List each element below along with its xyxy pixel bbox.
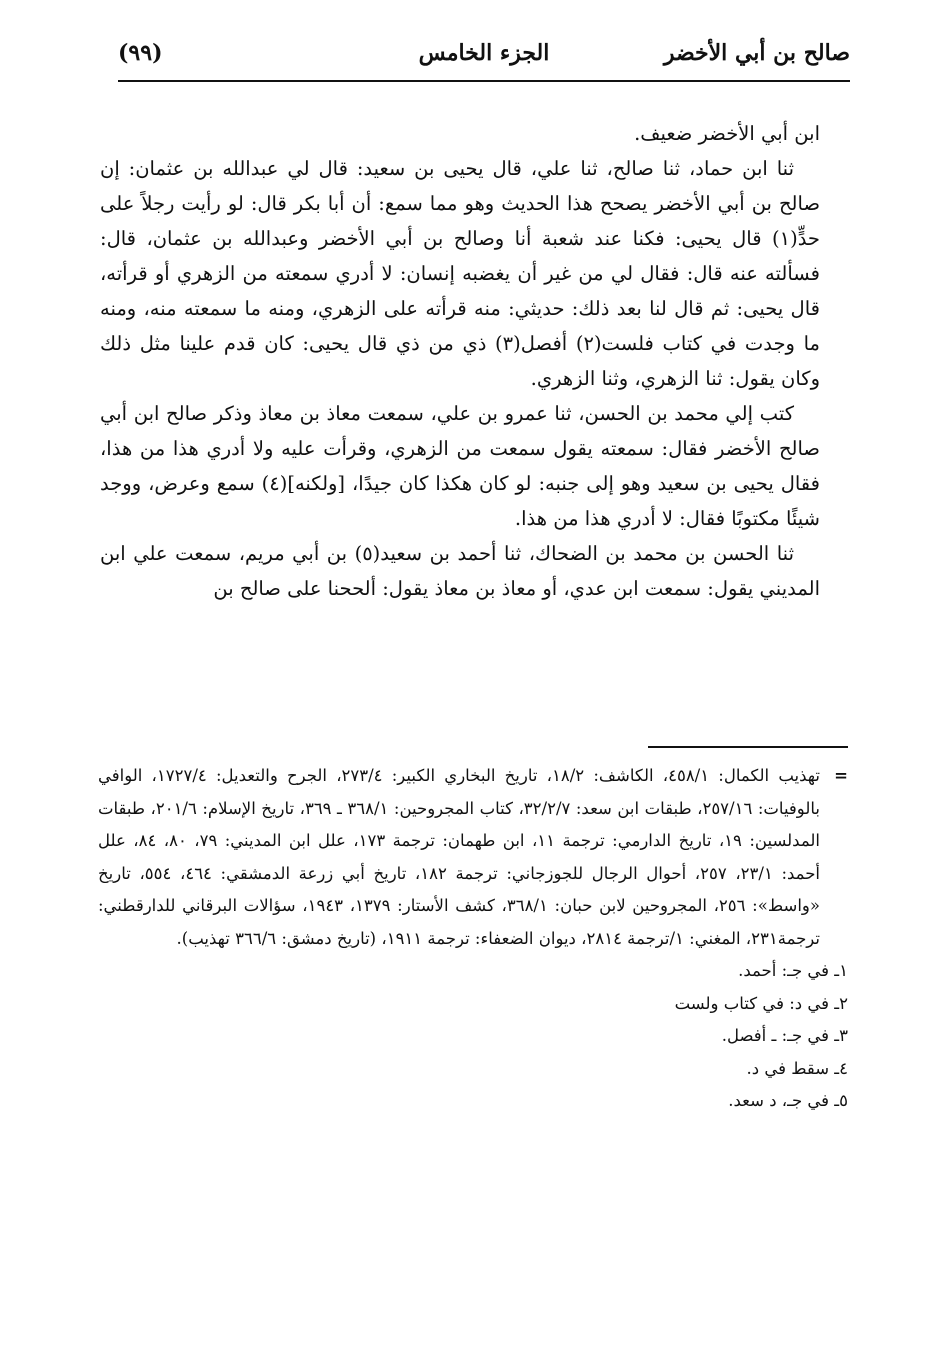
footnote-item: ٤ـ سقط في د. bbox=[746, 1058, 848, 1078]
header-title: صالح بن أبي الأخضر bbox=[663, 40, 850, 66]
page-number: (٩٩) bbox=[118, 40, 163, 66]
footnote-item: ٥ـ في جـ، د سعد. bbox=[728, 1091, 848, 1110]
paragraph-2: ثنا ابن حماد، ثنا صالح، ثنا علي، قال يحيى بن سعيد: قال لي عبدالله بن عثمان: إن صالح بن أبي الأخضر يصحح هذا الحديث وهو مما سمع: أن أبا بكر قال: لو رأيت رجلاً على حدٍّ(١) قال يحيى: فكنا عند شعبة أنا وصالح بن أبي الأخضر وعبدالله بن عثمان، قال: فسألته عنه قال: فقال لي من غير أن يغضبه إنسان: لا أدري سمعته من الزهري أو قرأته، قال يحيى: ثم قال لنا بعد ذلك: حديثي: منه قرأته على الزهري، ومنه ما سمعته منه، ومنه ما وجدت في كتاب فلست(٢) أفصل(٣) ذي من ذي قال يحيى: كان قدم علينا مثل ذلك وكان يقول: ثنا الزهري، وثنا الزهري. bbox=[100, 157, 820, 390]
footnote-item: ١ـ في جـ: أحمد. bbox=[738, 961, 848, 980]
header-part: الجزء الخامس bbox=[418, 40, 550, 66]
footnote-item: ٣ـ في جـ: ـ أفصل. bbox=[721, 1026, 848, 1045]
footnote-list bbox=[98, 955, 848, 1118]
references-text: تهذيب الكمال: ٤٥٨/١، الكاشف: ١٨/٢، تاريخ البخاري الكبير: ٢٧٣/٤، الجرح والتعديل: ١٧٢٧/٤، الوافي بالوفيات: ٢٥٧/١٦، طبقات ابن سعد: ٣٢/٢/٧، كتاب المجروحين: ٣٦٨/١ ـ ٣٦٩، تاريخ الإسلام: ٢٠١/٦، طبقات المدلسين: ١٩، تاريخ الدارمي: ترجمة ١١، ابن طهمان: ترجمة ١٧٣، علل ابن المديني: ٧٩، ٨٠، ٨٤، علل أحمد: ٢٣/١، ٢٥٧، أحوال الرجال للجوزجاني: ترجمة ١٨٢، تاريخ أبي زرعة الدمشقي: ٤٦٤، ٥٥٤، تاريخ «واسط»: ٢٥٦، المجروحين لابن حبان: ٣٦٨/١، كشف الأستار: ١٣٧٩، ١٩٤٣، سؤالات البرقاني للدارقطني: ترجمة٢٣١، المغني: ١/ترجمة ٢٨١٤، ديوان الضعفاء: ترجمة ١٩١١، (تاريخ دمشق: ٣٦٦/٦ تهذيب). bbox=[98, 766, 820, 948]
footnote-references bbox=[98, 760, 848, 955]
continuation-mark: = bbox=[834, 766, 848, 785]
paragraph-3: كتب إلي محمد بن الحسن، ثنا عمرو بن علي، سمعت معاذ بن معاذ وذكر صالح ابن أبي صالح الأخضر فقال: سمعته يقول سمعت من الزهري، وقرأت عليه ولا أدري هذا من هذا، فقال يحيى بن سعيد وهو إلى جنبه: لو كان هكذا كان جيدًا، [ولكنه](٤) سمع وعرض، ووجد شيئًا مكتوبًا فقال: لا أدري هذا من هذا. bbox=[100, 402, 820, 530]
main-text bbox=[100, 116, 820, 606]
header-divider bbox=[118, 80, 850, 82]
footnotes bbox=[98, 760, 848, 1118]
footnote-divider bbox=[648, 746, 848, 748]
paragraph-1: ابن أبي الأخضر ضعيف. bbox=[634, 122, 820, 145]
footnote-item: ٢ـ في د: في كتاب ولست bbox=[674, 993, 848, 1013]
running-header bbox=[118, 38, 850, 78]
paragraph-4: ثنا الحسن بن محمد بن الضحاك، ثنا أحمد بن سعيد(٥) بن أبي مريم، سمعت علي ابن المديني يقول: سمعت ابن عدي، أو معاذ بن معاذ يقول: ألححنا على صالح بن bbox=[100, 542, 820, 600]
